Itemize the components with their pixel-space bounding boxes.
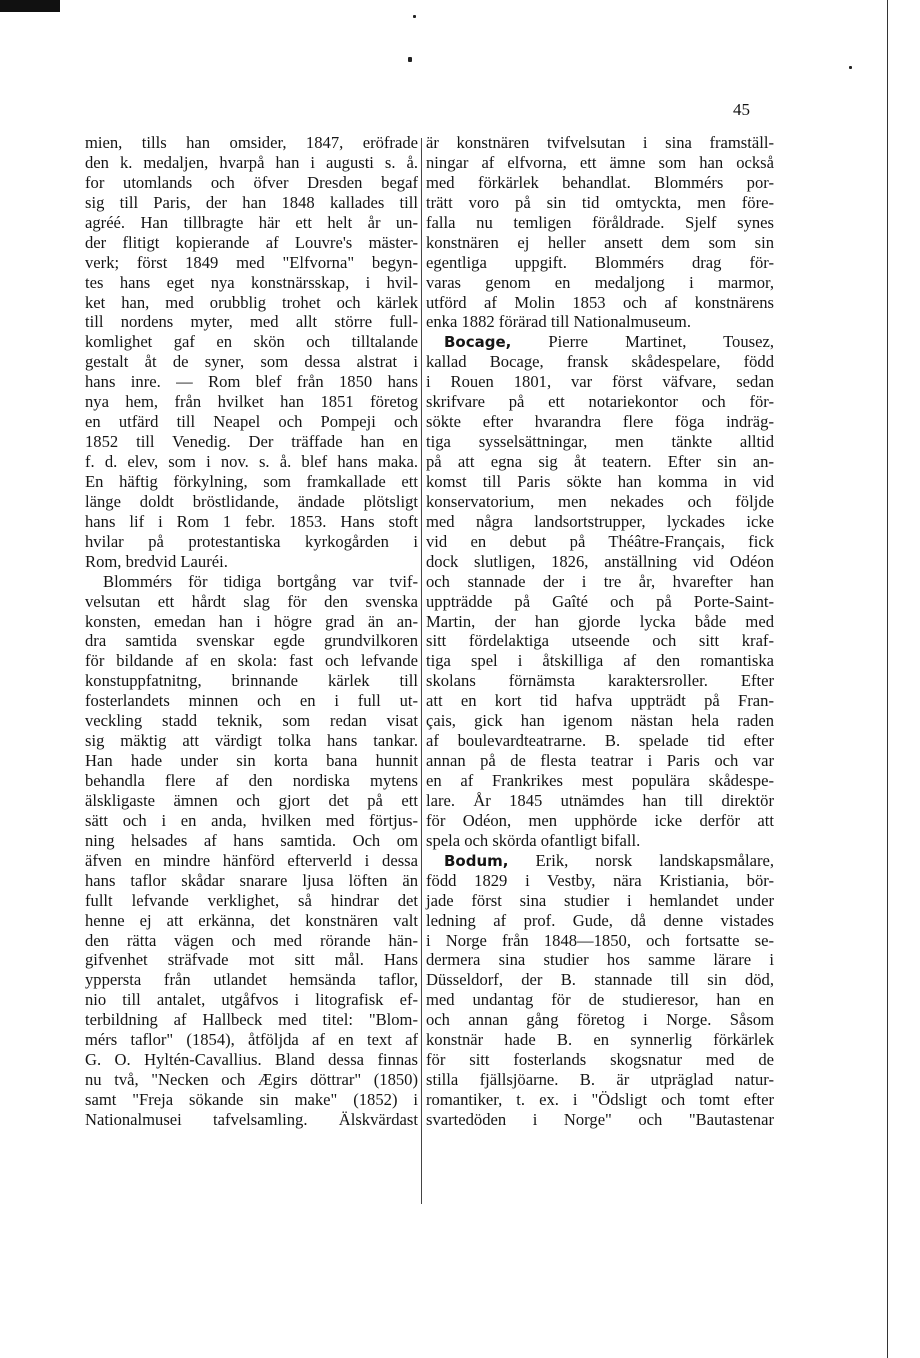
text-line: ket han, med orubblig trohet och kärlek [85,292,418,312]
text-line: sätt och i en anda, hvilken med förtjus- [85,810,418,830]
text-line: tes hans eget nya konstnärsskap, i hvil- [85,272,418,292]
text-line: med några landsortstrupper, lyckades icke [426,511,774,531]
text-line: på att egna sig åt teatern. Efter sin an- [426,452,774,471]
text-line: att en kort tid hafva uppträdt på Fran- [426,691,774,711]
text-line: uppträdde på Gaîté och på Porte-Saint- [426,591,774,611]
text-line: konsten, emedan han i högre grad än an- [85,611,418,631]
text-line: gestalt åt de syner, som dessa alstrat i [85,352,418,372]
text-line: sitt fördelaktiga utseende och sitt kraf- [426,631,774,651]
text-line: född 1829 i Vestby, nära Kristiania, bör- [426,870,774,890]
text-line: älskligaste ämnen och gjort det på ett [85,790,418,810]
text-line: skrifvare på ett notariekontor och för- [426,392,774,412]
text-line: kallad Bocage, fransk skådespelare, född [426,352,774,372]
text-line: Nationalmusei tafvelsamling. Älskvärdast [85,1109,418,1129]
text-line: konstnären ej heller ansett dem som sin [426,232,774,252]
text-line: mien, tills han omsider, 1847, eröfrade [85,133,418,152]
text-line: och annan gång företog i Norge. Såsom [426,1010,774,1030]
text-line: gifvenhet sträfvade mot sitt mål. Hans [85,950,418,970]
text-line: äfven en mindre hänförd efterverld i dessa [85,850,418,870]
text-line: skolans förnämsta karaktersroller. Efter [426,671,774,691]
text-line: tiga sysselsättningar, men tänkte alltid [426,432,774,452]
text-line: trätt voro på sin tid omtyckta, men före- [426,192,774,212]
text-line: dock slutligen, 1826, anställning vid Odéon [426,551,774,571]
scan-corner-mark [0,0,60,12]
text-line: i Norge från 1848—1850, och fortsatte se- [426,930,774,950]
text-line: nu två, "Necken och Ægirs döttrar" (1850) [85,1070,418,1090]
column-divider [421,138,422,1204]
entry-text: Pierre Martinet, Tousez, [511,332,774,352]
text-line: en af Frankrikes mest populära skådespe- [426,771,774,790]
text-line: af boulevardteatrarne. B. spelade tid efter [426,731,774,751]
scan-speck [408,57,412,62]
text-line: fullt lefvande verklighet, så hindrar det [85,890,418,910]
text-line: dermera sina studier hos samme lärare i [426,950,774,970]
text-line: vid en debut på Théâtre-Français, fick [426,531,774,551]
text-line: f. d. elev, som i nov. s. å. blef hans maka. [85,452,418,471]
text-line: annan på de flesta teatrar i Paris och var [426,751,774,771]
text-line: hans taflor skådar snarare ljusa löften än [85,870,418,890]
text-line: den k. medaljen, hvarpå han i augusti s. å. [85,152,418,172]
text-line: för bildande af en skola: fast och lefvande [85,651,418,671]
text-line: yppersta från utlandet hemsända taflor, [85,970,418,990]
text-line: konservatorium, men nekades och följde [426,491,774,511]
page-number: 45 [733,100,750,119]
text-line: konstuppfatnitng, brinnande kärlek till [85,671,418,691]
text-line: till nordens myter, med allt större full- [85,312,418,332]
text-line: agréé. Han tillbragte här ett helt år un- [85,212,418,232]
text-line: hvilar på protestantiska kyrkogården i [85,531,418,551]
text-line: Han hade under sin korta bana hunnit [85,751,418,771]
text-line: 1852 till Venedig. Der träffade han en [85,432,418,452]
text-line: spela och skörda ofantligt bifall. [426,830,641,850]
text-line: dra samtida svenskar egde grundvilkoren [85,631,418,651]
text-line: Rom, bredvid Lauréi. [85,551,228,571]
text-line: ningar af elfvorna, ett ämne som han också [426,152,774,172]
text-line: för Odéon, men upphörde icke derför att [426,810,774,830]
scan-speck [849,66,852,69]
text-line: med förkärlek behandlat. Blommérs por- [426,172,774,192]
text-line: med undantag för de studieresor, han en [426,990,774,1010]
text-line: och stannade der i tre år, hvarefter han [426,571,774,591]
text-line: är konstnären tvifvelsutan i sina framställ- [426,133,774,152]
text-line: jade först sina studier i hemlandet under [426,890,774,910]
text-line: varas genom en medaljong i marmor, [426,272,774,292]
scan-speck [413,15,416,18]
text-line: Düsseldorf, der B. stannade till sin död, [426,970,774,990]
text-line: i Rouen 1801, var först väfvare, sedan [426,372,774,392]
text-line: ning helsades af hans samtida. Och om [85,830,418,850]
text-line: sökte efter hvarandra flere föga indräg- [426,412,774,432]
text-line: çais, gick han igenom nästan hela raden [426,711,774,731]
text-line: komlighet gaf en skön och tilltalande [85,332,418,352]
text-line: samt "Freja sökande sin make" (1852) i [85,1090,418,1109]
left-text-column [85,133,418,1130]
text-line: konstnär hade B. en synnerlig förkärlek [426,1030,774,1050]
text-line: komst till Paris sökte han komma in vid [426,471,774,491]
entry-text: Erik, norsk landskapsmålare, [508,850,774,870]
text-line: G. O. Hyltén-Cavallius. Bland dessa finnas [85,1050,418,1070]
text-line: en utfärd till Neapel och Pompeji och [85,412,418,432]
text-line: Martin, der han gjorde lycka både med [426,611,774,631]
text-line: falla nu temligen föråldrade. Sjelf synes [426,212,774,232]
text-line [426,332,774,352]
text-line: nya hem, från hvilket han 1851 företog [85,392,418,412]
text-line: hans inre. — Rom blef från 1850 hans [85,372,418,392]
text-line: velsutan ett hårdt slag för den svenska [85,591,418,611]
text-line: Blommérs för tidiga bortgång var tvif- [103,571,418,591]
text-line: stilla fjällsjöarne. B. är utpräglad natur- [426,1070,774,1090]
text-line: for utomlands och öfver Dresden begaf [85,172,418,192]
text-line: sig mäktig att värdigt tolka hans tankar. [85,731,418,751]
text-line: der flitigt kopierande af Louvre's mäster- [85,232,418,252]
text-line: verk; först 1849 med "Elfvorna" begyn- [85,252,418,272]
text-line [426,851,774,871]
entry-headword: Bocage, [444,333,512,352]
text-line: för sitt fosterlands skogsnatur med de [426,1050,774,1070]
text-line: mérs taflor" (1854), åtföljda af en text af [85,1030,418,1050]
right-text-column [426,133,774,1130]
text-line: utförd af Molin 1853 och af konstnärens [426,292,774,312]
text-line: enka 1882 förärad till Nationalmuseum. [426,312,691,332]
text-line: behandla flere af den nordiska mytens [85,771,418,790]
text-line: tiga spel i åtskilliga af den romantiska [426,651,774,671]
text-line: länge doldt bröstlidande, ändade plötsligt [85,491,418,511]
entry-headword: Bodum, [444,851,509,870]
text-line: sig till Paris, der han 1848 kallades till [85,192,418,212]
text-line: romantiker, t. ex. i "Ödsligt och tomt efter [426,1090,774,1109]
text-line: svartedöden i Norge" och "Bautastenar [426,1109,774,1129]
text-line: fosterlandets minnen och en i full ut- [85,691,418,711]
text-line: hans lif i Rom 1 febr. 1853. Hans stoft [85,511,418,531]
text-line: egentliga uppgift. Blommérs drag för- [426,252,774,272]
text-line: nio till antalet, utgåfvos i litografisk ef- [85,990,418,1010]
text-line: terbildning af Hallbeck med titel: "Blom- [85,1010,418,1030]
text-line: den rätta vägen och med rörande hän- [85,930,418,950]
scan-page-edge [887,0,888,1358]
text-line: henne ej att erkänna, det konstnären valt [85,910,418,930]
text-line: En häftig förkylning, som framkallade ett [85,471,418,491]
text-line: veckling stadd teknik, som redan visat [85,711,418,731]
text-line: lare. År 1845 utnämdes han till direktör [426,790,774,810]
text-line: ledning af prof. Gude, då denne vistades [426,910,774,930]
